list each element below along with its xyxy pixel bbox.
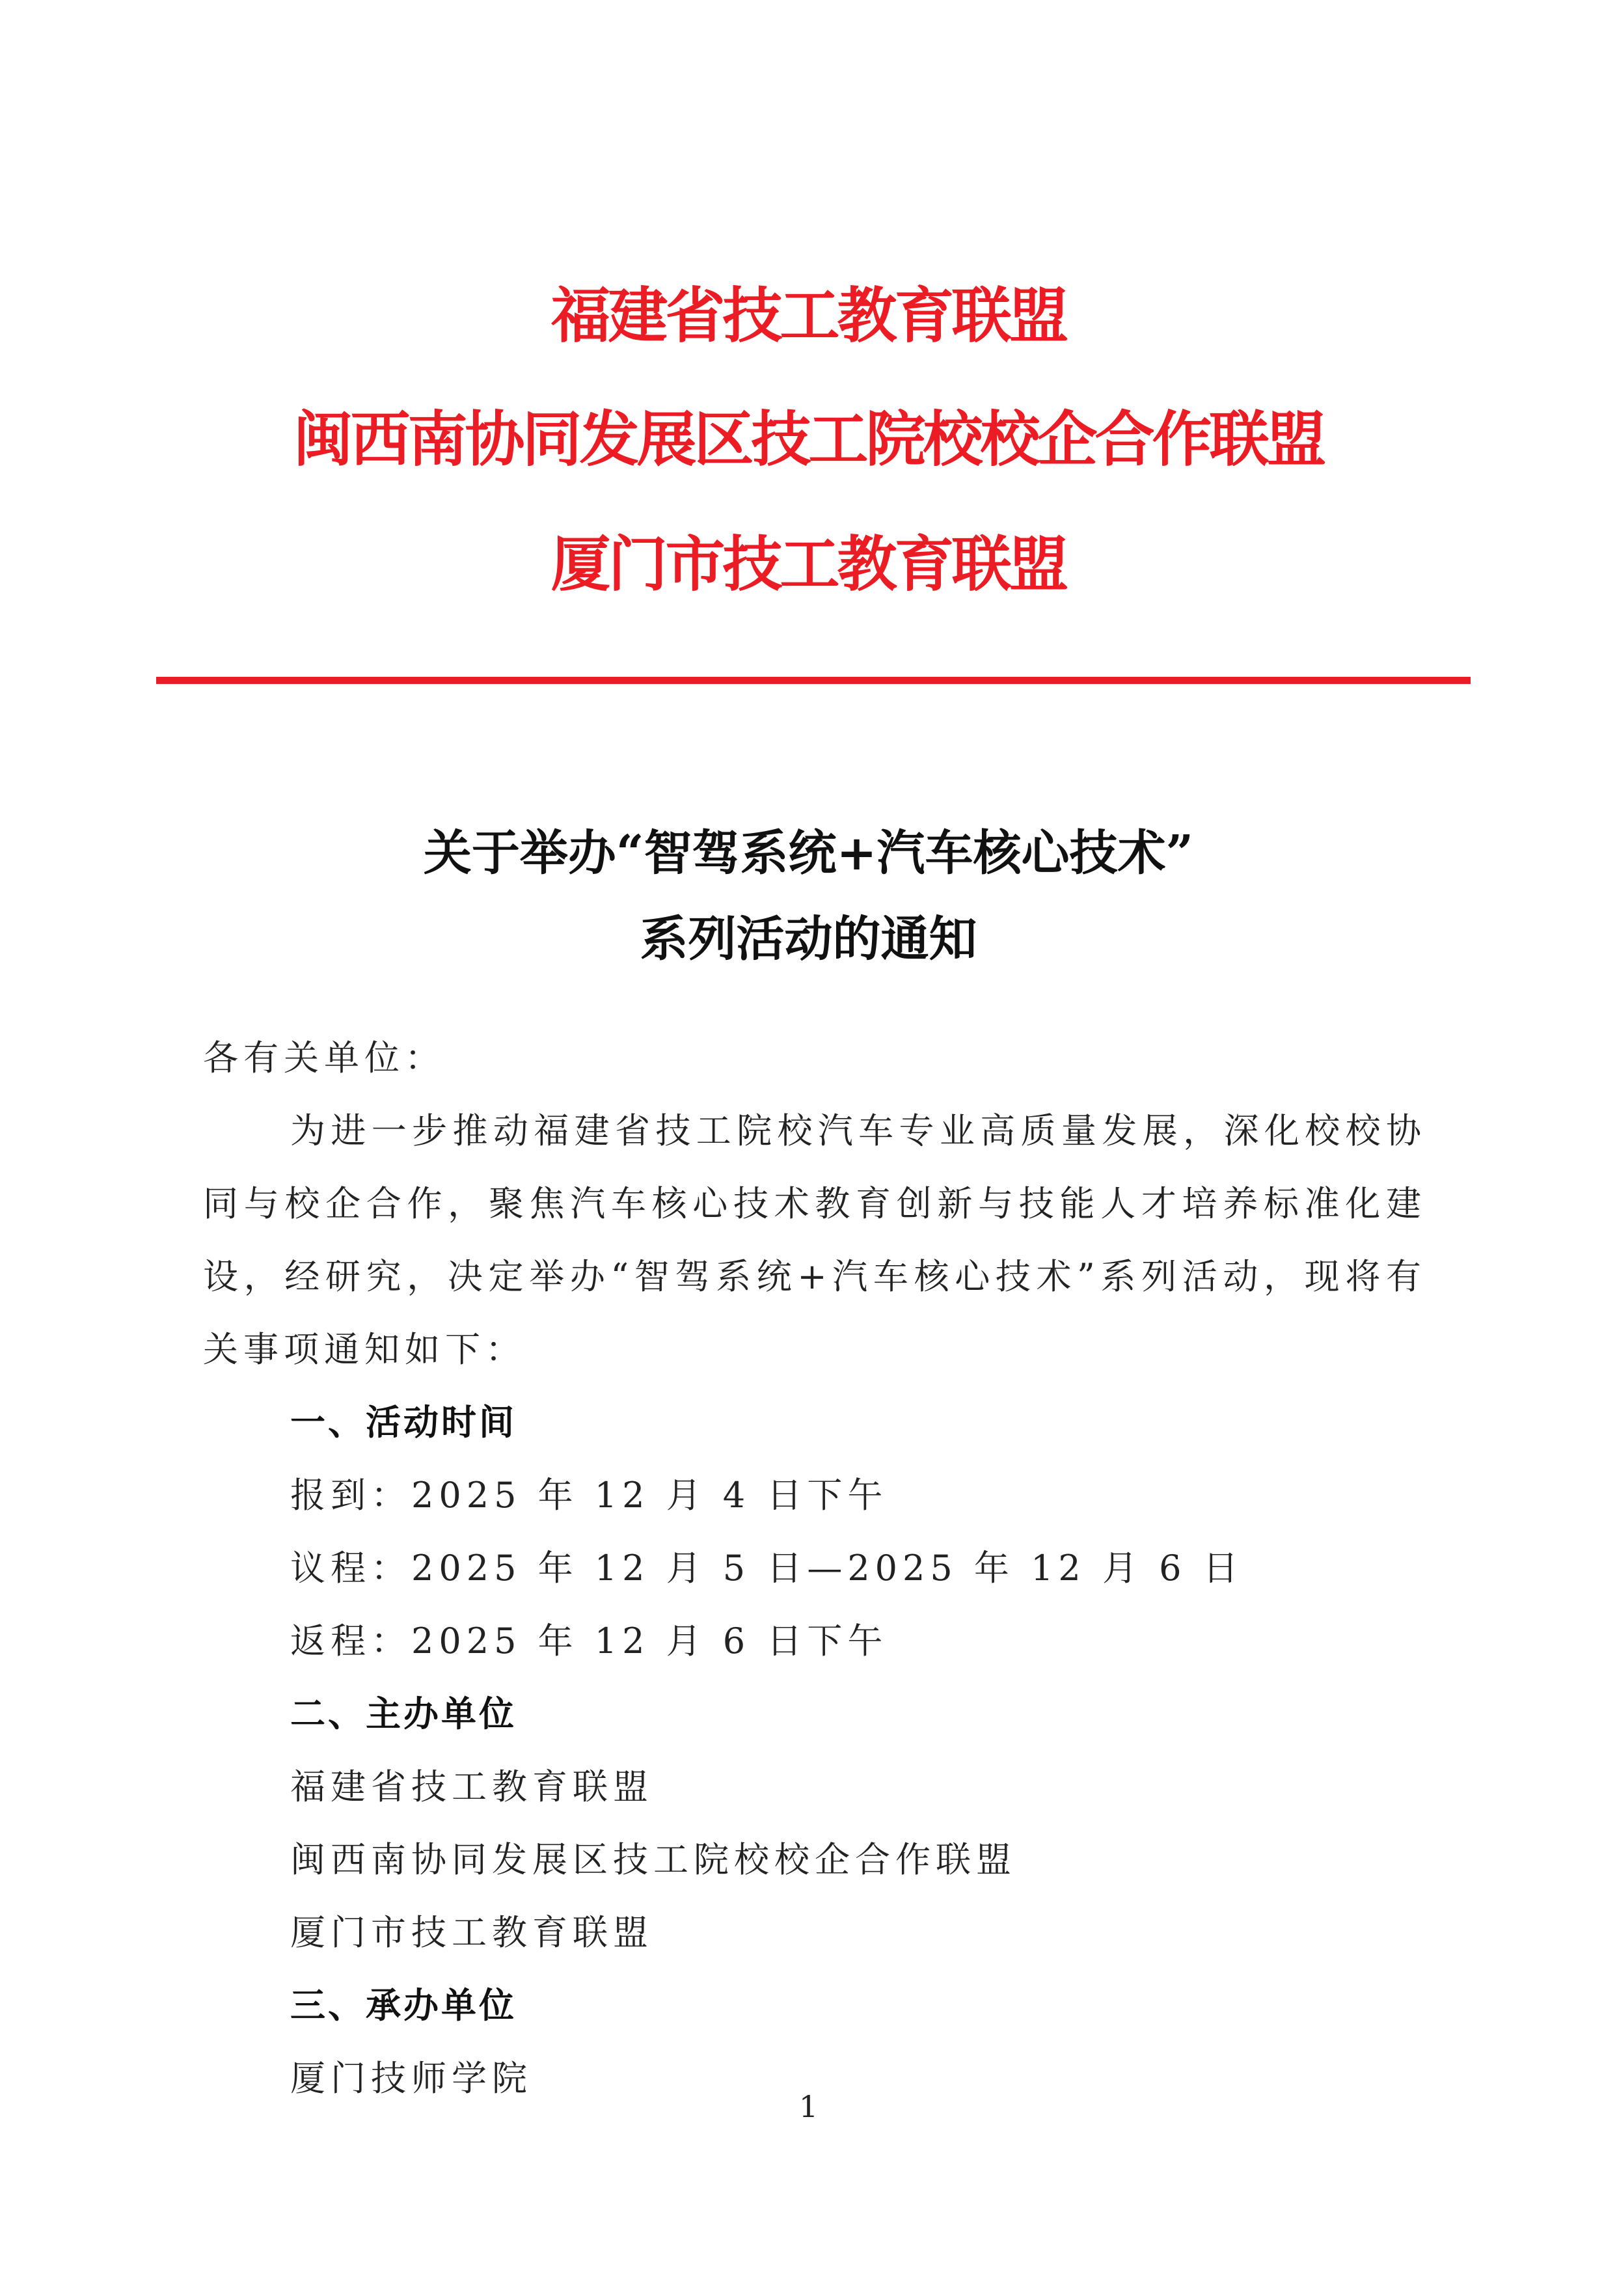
organizer-item: 福建省技工教育联盟	[290, 1766, 653, 1807]
masthead-org-2: 闽西南协同发展区技工院校校企合作联盟	[293, 405, 1324, 474]
masthead-org-3: 厦门市技工教育联盟	[550, 530, 1067, 599]
organizer-item: 厦门市技工教育联盟	[290, 1912, 653, 1953]
red-masthead	[0, 281, 1617, 599]
host-item: 厦门技师学院	[290, 2058, 532, 2099]
intro-paragraph: 为进一步推动福建省技工院校汽车专业高质量发展，深化校校协同与校企合作，聚焦汽车核心技术教育创新与技能人才培养标准化建设，经研究，决定举办“智驾系统+汽车核心技术”系列活动，现将有关事项通知如下：	[203, 1110, 1426, 1370]
salutation: 各有关单位：	[203, 1037, 445, 1078]
section-heading-hosts: 三、承办单位	[290, 1985, 517, 2026]
red-divider-line	[156, 677, 1471, 684]
title-line-1: 关于举办“智驾系统+汽车核心技术”	[423, 825, 1194, 881]
time-item-return: 返程：2025 年 12 月 6 日下午	[290, 1620, 888, 1661]
title-line-2: 系列活动的通知	[640, 911, 977, 967]
time-item-agenda: 议程：2025 年 12 月 5 日—2025 年 12 月 6 日	[290, 1548, 1243, 1589]
section-heading-organizers: 二、主办单位	[290, 1693, 517, 1734]
section-heading-time: 一、活动时间	[290, 1402, 517, 1443]
organizer-item: 闽西南协同发展区技工院校校企合作联盟	[290, 1839, 1016, 1880]
document-body	[203, 1022, 1426, 2115]
masthead-org-1: 福建省技工教育联盟	[550, 281, 1067, 351]
document-title	[0, 810, 1617, 982]
time-item-checkin: 报到：2025 年 12 月 4 日下午	[290, 1475, 888, 1516]
page-number: 1	[798, 2089, 819, 2124]
